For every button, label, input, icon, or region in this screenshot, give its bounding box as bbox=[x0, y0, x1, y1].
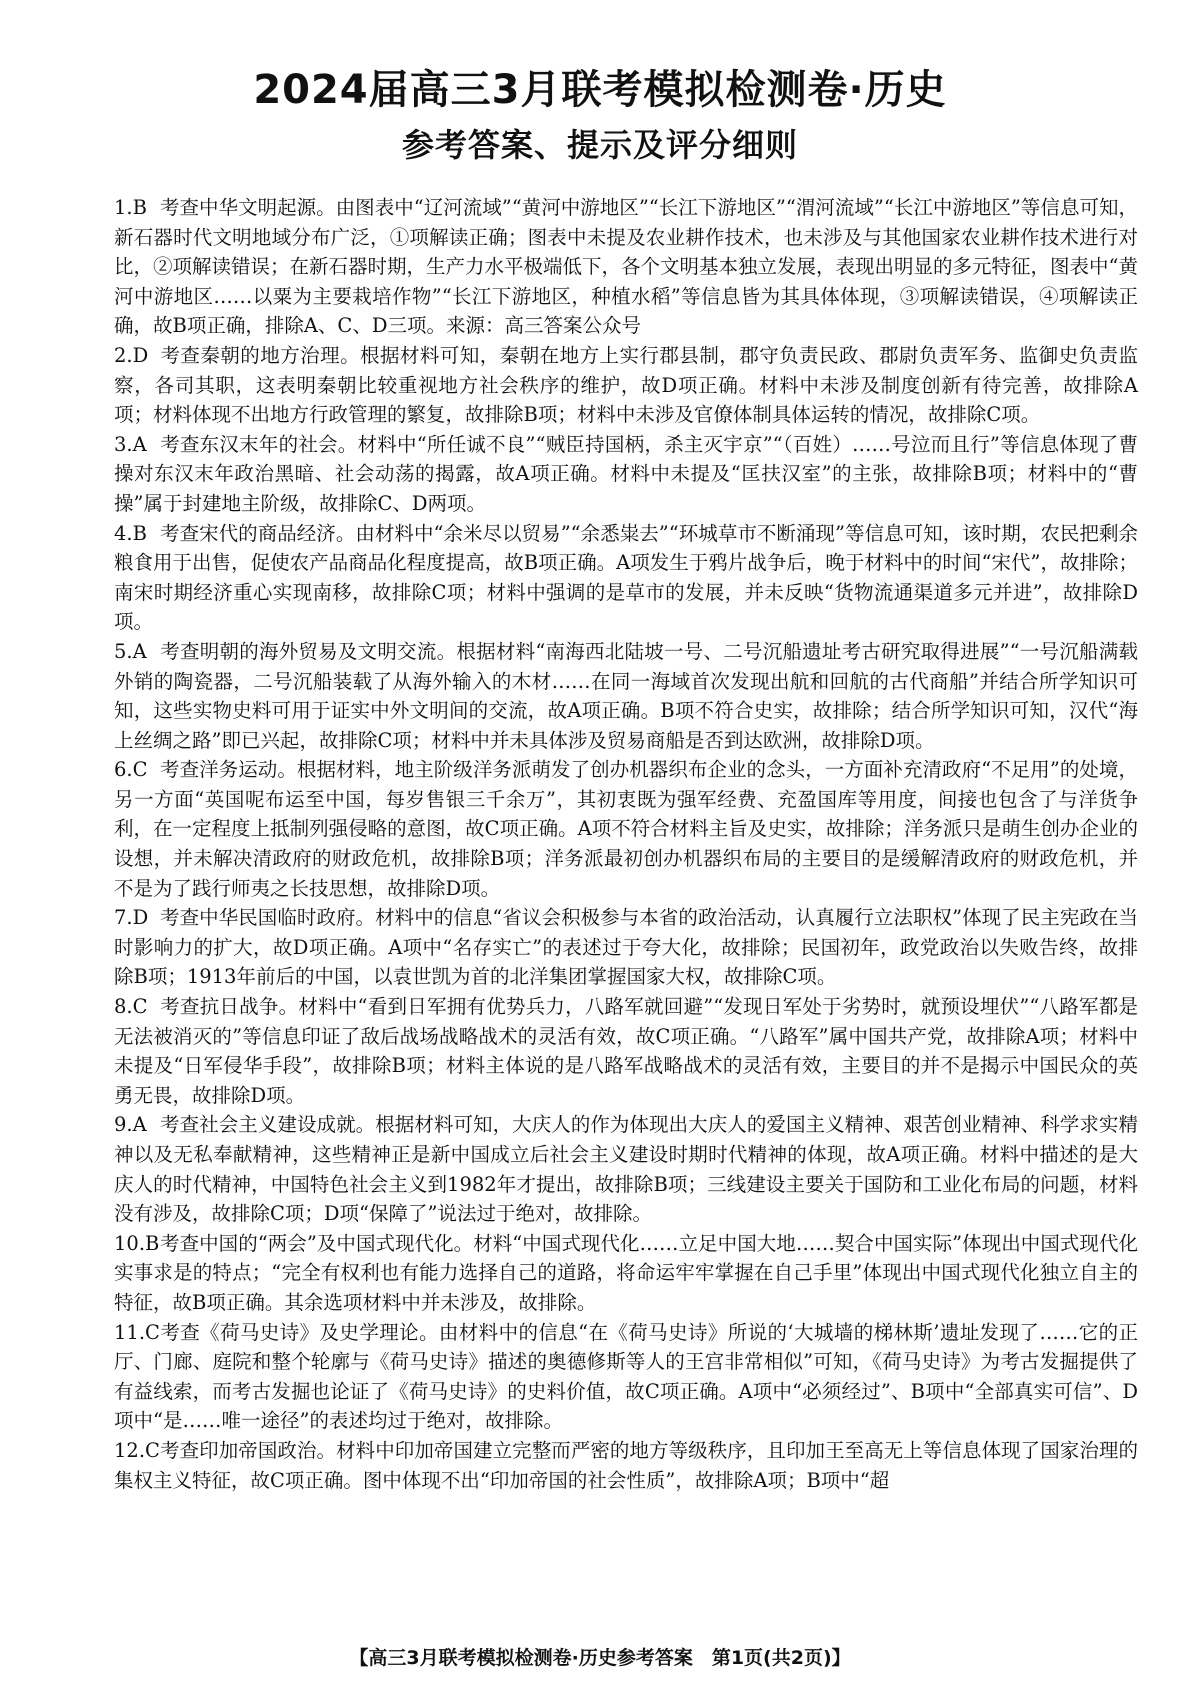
answer-item bbox=[80, 903, 1138, 992]
answer-number: 7.D bbox=[114, 906, 149, 930]
answer-item bbox=[80, 193, 1138, 341]
answer-number: 3.A bbox=[114, 432, 147, 456]
answer-explanation: 考查抗日战争。材料中“看到日军拥有优势兵力，八路军就回避”“发现日军处于劣势时，就预设埋伏”“八路军都是无法被消灭的”等信息印证了敌后战场战略战术的灵活有效，故C项正确。“八路军”属中国共产党，故排除A项；材料中未提及“日军侵华手段”，故排除B项；材料主体说的是八路军战略战术的灵活有效，主要目的并不是揭示中国民众的英勇无畏，故排除D项。 bbox=[114, 995, 1138, 1107]
answer-explanation: 考查中华民国临时政府。材料中的信息“省议会积极参与本省的政治活动，认真履行立法职权”体现了民主宪政在当时影响力的扩大，故D项正确。A项中“名存实亡”的表述过于夸大化，故排除；民国初年，政党政治以失败告终，故排除B项；1913年前后的中国，以袁世凯为首的北洋集团掌握国家大权，故排除C项。 bbox=[114, 906, 1138, 989]
answer-number: 8.C bbox=[114, 995, 148, 1019]
answer-item bbox=[80, 1110, 1138, 1228]
answer-explanation: 考查明朝的海外贸易及文明交流。根据材料“南海西北陆坡一号、二号沉船遗址考古研究取得进展”“一号沉船满载外销的陶瓷器，二号沉船装载了从海外输入的木材……在同一海域首次发现出航和回航的古代商船”并结合所学知识可知，这些实物史料可用于证实中外文明间的交流，故A项正确。B项不符合史实，故排除；结合所学知识可知，汉代“海上丝绸之路”即已兴起，故排除C项；材料中并未具体涉及贸易商船是否到达欧洲，故排除D项。 bbox=[114, 639, 1138, 752]
answer-number: 2.D bbox=[114, 343, 149, 367]
answer-item bbox=[80, 519, 1138, 637]
answer-explanation: 考查洋务运动。根据材料，地主阶级洋务派萌发了创办机器织布企业的念头，一方面补充清政府“不足用”的处境，另一方面“英国呢布运至中国，每岁售银三千余万”，其初衷既为强军经费、充盈国库等用度，间接也包含了与洋货争利，在一定程度上抵制列强侵略的意图，故C项正确。A项不符合材料主旨及史实，故排除；洋务派只是萌生创办企业的设想，并未解决清政府的财政危机，故排除B项；洋务派最初创办机器织布局的主要目的是缓解清政府的财政危机，并不是为了践行师夷之长技思想，故排除D项。 bbox=[114, 758, 1138, 900]
answer-number: 1.B bbox=[114, 196, 147, 219]
answer-item bbox=[80, 430, 1138, 519]
answer-explanation: 考查秦朝的地方治理。根据材料可知，秦朝在地方上实行郡县制，郡守负责民政、郡尉负责军务、监御史负责监察，各司其职，这表明秦朝比较重视地方社会秩序的维护，故D项正确。材料中未涉及制度创新有待完善，故排除A项；材料体现不出地方行政管理的繁复，故排除B项；材料中未涉及官僚体制具体运转的情况，故排除C项。 bbox=[114, 343, 1138, 427]
answer-explanation: 考查中华文明起源。由图表中“辽河流域”“黄河中游地区”“长江下游地区”“渭河流域”“长江中游地区”等信息可知，新石器时代文明地域分布广泛，①项解读正确；图表中未提及农业耕作技术，也未涉及与其他国家农业耕作技术进行对比，②项解读错误；在新石器时期，生产力水平极端低下，各个文明基本独立发展，表现出明显的多元特征，图表中“黄河中游地区……以粟为主要栽培作物”“长江下游地区，种植水稻”等信息皆为其具体体现，③项解读错误，④项解读正确，故B项正确，排除A、C、D三项。来源：高三答案公众号 bbox=[114, 196, 1138, 338]
answer-number: 5.A bbox=[114, 639, 147, 663]
answer-explanation: 考查印加帝国政治。材料中印加帝国建立完整而严密的地方等级秩序，且印加王至高无上等信息体现了国家治理的集权主义特征，故C项正确。图中体现不出“印加帝国的社会性质”，故排除A项；B项中“超 bbox=[114, 1438, 1138, 1492]
answer-number: 11.C bbox=[114, 1320, 160, 1344]
answer-item bbox=[80, 637, 1138, 755]
page-footer: 【高三3月联考模拟检测卷·历史参考答案 第1页(共2页)】 bbox=[349, 1647, 851, 1669]
answer-explanation: 考查东汉末年的社会。材料中“所任诚不良”“贼臣持国柄，杀主灭宇京”“（百姓）……号泣而且行”等信息体现了曹操对东汉末年政治黑暗、社会动荡的揭露，故A项正确。材料中未提及“匡扶汉室”的主张，故排除B项；材料中的“曹操”属于封建地主阶级，故排除C、D两项。 bbox=[114, 432, 1138, 515]
answer-item bbox=[80, 1436, 1138, 1495]
answer-explanation: 考查中国的“两会”及中国式现代化。材料“中国式现代化……立足中国大地……契合中国实际”体现出中国式现代化实事求是的特点；“完全有权利也有能力选择自己的道路，将命运牢牢掌握在自己手里”体现出中国式现代化独立自主的特征，故B项正确。其余选项材料中并未涉及，故排除。 bbox=[114, 1231, 1138, 1314]
answer-item bbox=[80, 341, 1138, 430]
answer-item bbox=[80, 992, 1138, 1110]
answer-explanation: 考查《荷马史诗》及史学理论。由材料中的信息“在《荷马史诗》所说的‘大城墙的梯林斯’遗址发现了……它的正厅、门廊、庭院和整个轮廓与《荷马史诗》描述的奥德修斯等人的王宫非常相似”可知，《荷马史诗》为考古发掘提供了有益线索，而考古发掘也论证了《荷马史诗》的史料价值，故C项正确。A项中“必须经过”、B项中“全部真实可信”、D项中“是……唯一途径”的表述均过于绝对，故排除。 bbox=[114, 1320, 1138, 1433]
answer-number: 6.C bbox=[114, 758, 148, 782]
answer-explanation: 考查社会主义建设成就。根据材料可知，大庆人的作为体现出大庆人的爱国主义精神、艰苦创业精神、科学求实精神以及无私奉献精神，这些精神正是新中国成立后社会主义建设时期时代精神的体现，故A项正确。材料中描述的是大庆人的时代精神，中国特色社会主义到1982年才提出，故排除B项；三线建设主要关于国防和工业化布局的问题，材料没有涉及，故排除C项；D项“保障了”说法过于绝对，故排除。 bbox=[114, 1113, 1138, 1226]
answer-number: 9.A bbox=[114, 1113, 147, 1137]
page-subtitle: 参考答案、提示及评分细则 bbox=[401, 126, 798, 164]
answer-item bbox=[80, 755, 1138, 903]
answer-item bbox=[80, 1318, 1138, 1436]
answer-number: 10.B bbox=[114, 1231, 160, 1255]
answer-number: 4.B bbox=[114, 521, 147, 545]
page-title: 2024届高三3月联考模拟检测卷·历史 bbox=[253, 67, 947, 113]
answer-explanation: 考查宋代的商品经济。由材料中“余米尽以贸易”“余悉粜去”“环城草市不断涌现”等信息可知，该时期，农民把剩余粮食用于出售，促使农产品商品化程度提高，故B项正确。A项发生于鸦片战争后，晚于材料中的时间“宋代”，故排除；南宋时期经济重心实现南移，故排除C项；材料中强调的是草市的发展，并未反映“货物流通渠道多元并进”，故排除D项。 bbox=[114, 521, 1138, 634]
answer-number: 12.C bbox=[114, 1438, 160, 1462]
answer-list bbox=[80, 193, 1138, 1495]
answer-item bbox=[80, 1229, 1138, 1318]
